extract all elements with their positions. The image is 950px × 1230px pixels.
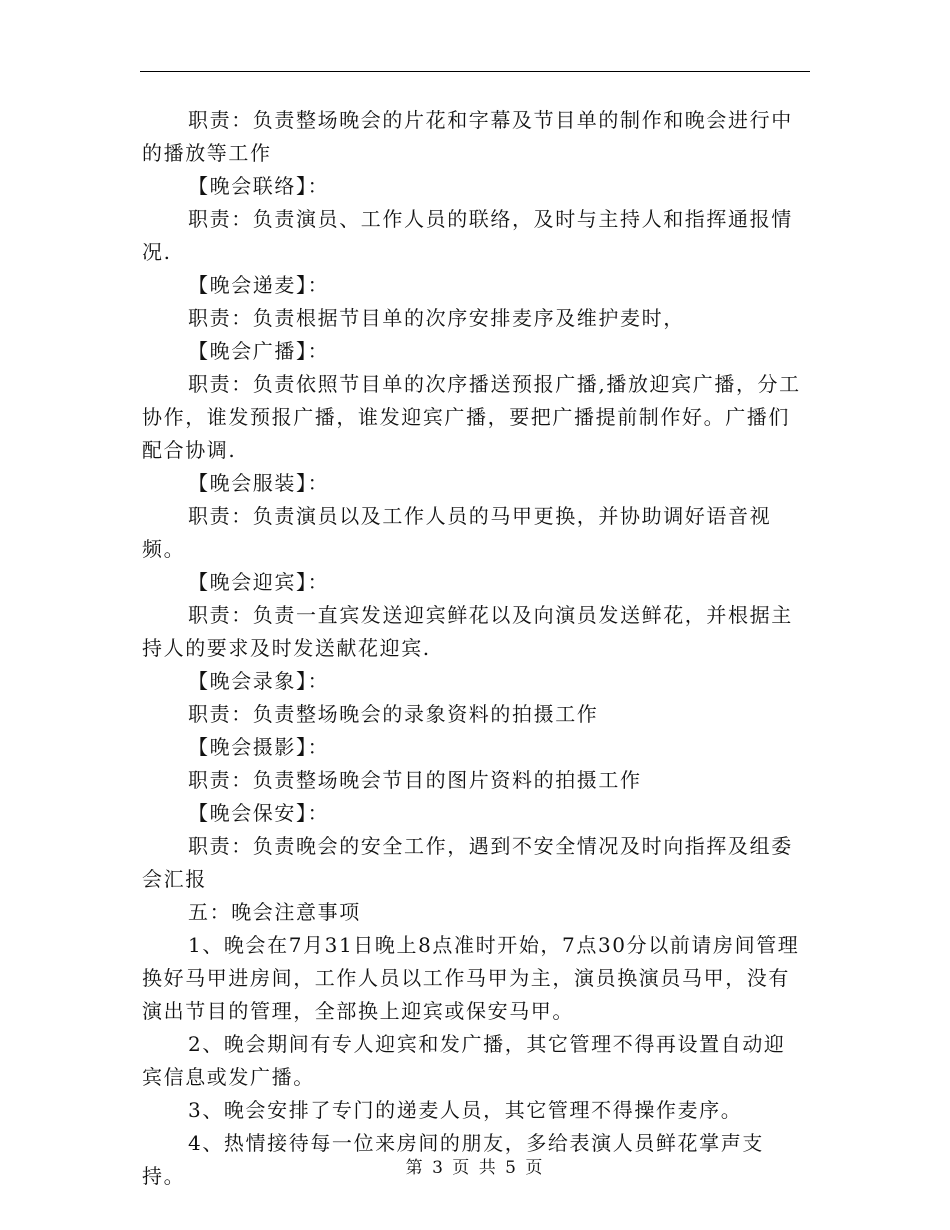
heading-security: 【晚会保安】：	[188, 801, 330, 825]
note-item-4: 4、热情接待每一位来房间的朋友，多给表演人员鲜花掌声支持。	[142, 1131, 764, 1188]
paragraph-duty-welcome: 职责：负责一直宾发送迎宾鲜花以及向演员发送鲜花，并根据主持人的要求及时发送献花迎宾.	[142, 603, 793, 660]
note-item-3: 3、晚会安排了专门的递麦人员，其它管理不得操作麦序。	[188, 1098, 743, 1122]
header-rule	[140, 71, 810, 72]
heading-recording: 【晚会录象】：	[188, 669, 330, 693]
document-body	[142, 104, 807, 1193]
heading-costume: 【晚会服装】：	[188, 471, 330, 495]
paragraph-duty-photography: 职责：负责整场晚会节目的图片资料的拍摄工作	[188, 768, 642, 792]
page-number: 第 3 页 共 5 页	[405, 1158, 545, 1178]
paragraph-duty-costume: 职责：负责演员以及工作人员的马甲更换，并协助调好语音视频。	[142, 504, 772, 561]
heading-liaison: 【晚会联络】：	[188, 174, 330, 198]
heading-photography: 【晚会摄影】：	[188, 735, 330, 759]
heading-mic: 【晚会递麦】：	[188, 273, 330, 297]
section-heading-notes: 五：晚会注意事项	[188, 900, 361, 924]
paragraph-duty-broadcast: 职责：负责依照节目单的次序播送预报广播,播放迎宾广播，分工协作，谁发预报广播，谁发迎宾广播，要把广播提前制作好。广播们配合协调.	[142, 372, 801, 462]
note-item-2: 2、晚会期间有专人迎宾和发广播，其它管理不得再设置自动迎宾信息或发广播。	[142, 1032, 786, 1089]
heading-broadcast: 【晚会广播】：	[188, 339, 330, 363]
paragraph-duty-mic: 职责：负责根据节目单的次序安排麦序及维护麦时，	[188, 306, 685, 330]
paragraph-duty-video: 职责：负责整场晚会的片花和字幕及节目单的制作和晚会进行中的播放等工作	[142, 108, 793, 165]
paragraph-duty-recording: 职责：负责整场晚会的录象资料的拍摄工作	[188, 702, 599, 726]
note-item-1: 1、晚会在7月31日晚上8点准时开始，7点30分以前请房间管理换好马甲进房间，工作人员以工作马甲为主，演员换演员马甲，没有演出节目的管理，全部换上迎宾或保安马甲。	[142, 933, 800, 1023]
paragraph-duty-liaison: 职责：负责演员、工作人员的联络，及时与主持人和指挥通报情况.	[142, 207, 793, 264]
heading-welcome: 【晚会迎宾】：	[188, 570, 330, 594]
paragraph-duty-security: 职责：负责晚会的安全工作，遇到不安全情况及时向指挥及组委会汇报	[142, 834, 793, 891]
